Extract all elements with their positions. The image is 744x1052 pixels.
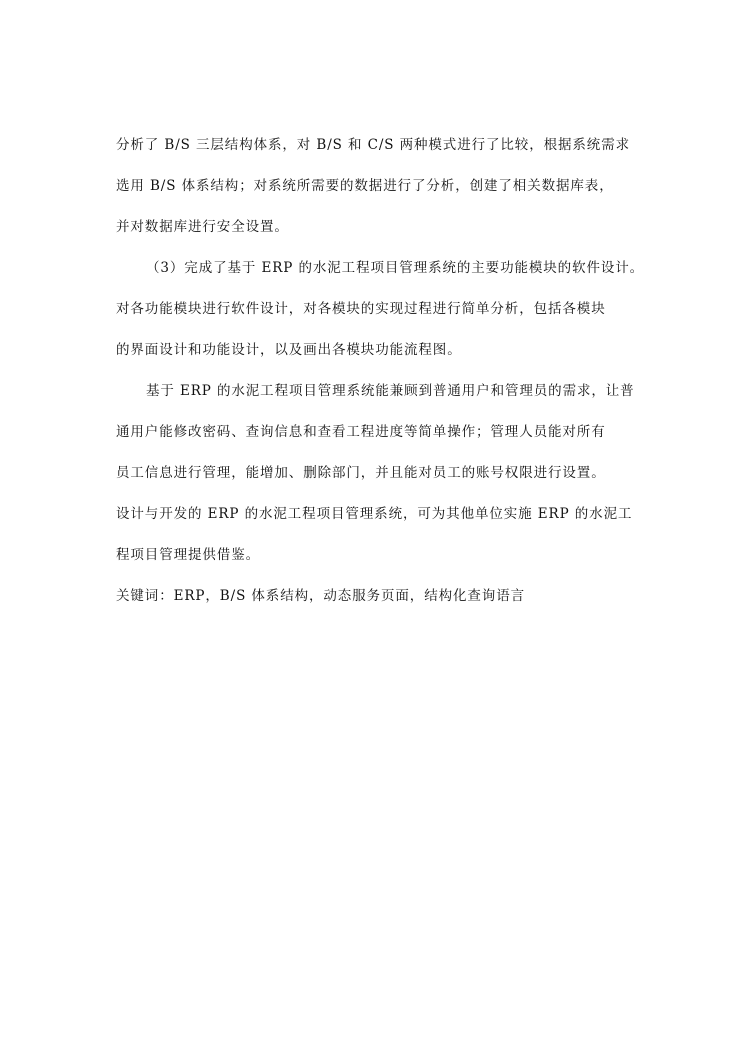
text-line: 基于 ERP 的水泥工程项目管理系统能兼顾到普通用户和管理员的需求，让普	[146, 383, 635, 399]
text-line: 的界面设计和功能设计，以及画出各模块功能流程图。	[116, 342, 462, 358]
text-line: 设计与开发的 ERP 的水泥工程项目管理系统，可为其他单位实施 ERP 的水泥工	[116, 506, 633, 522]
text-line: 分析了 B/S 三层结构体系，对 B/S 和 C/S 两种模式进行了比较，根据系统需求	[116, 137, 631, 153]
text-line: （3）完成了基于 ERP 的水泥工程项目管理系统的主要功能模块的软件设计。	[146, 260, 645, 276]
text-line: 程项目管理提供借鉴。	[116, 547, 260, 563]
keywords-line: 关键词：ERP，B/S 体系结构，动态服务页面，结构化查询语言	[116, 588, 526, 604]
text-line: 并对数据库进行安全设置。	[116, 219, 289, 235]
text-line: 对各功能模块进行软件设计，对各模块的实现过程进行简单分析，包括各模块	[116, 301, 606, 317]
text-line: 员工信息进行管理，能增加、删除部门，并且能对员工的账号权限进行设置。	[116, 465, 606, 481]
text-line: 选用 B/S 体系结构；对系统所需要的数据进行了分析，创建了相关数据库表，	[116, 178, 614, 194]
text-line: 通用户能修改密码、查询信息和查看工程进度等简单操作；管理人员能对所有	[116, 424, 606, 440]
